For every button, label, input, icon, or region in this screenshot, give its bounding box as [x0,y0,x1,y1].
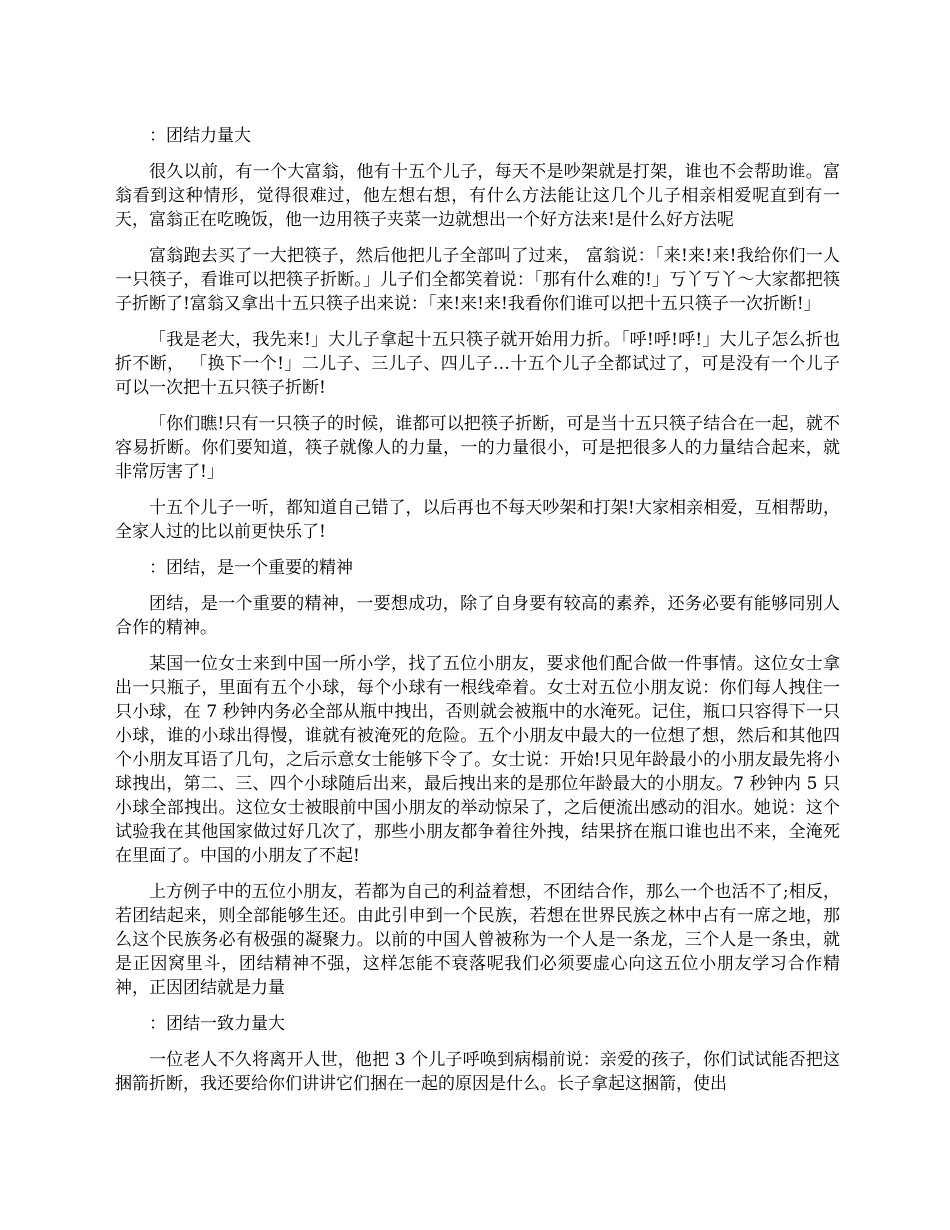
paragraph: 十五个儿子一听，都知道自己错了，以后再也不每天吵架和打架!大家相亲相爱，互相帮助，全家人过的比以前更快乐了! [115,498,840,542]
paragraph: 富翁跑去买了一大把筷子，然后他把儿子全部叫了过来， 富翁说：「来!来!来!我给你们一人一只筷子，看谁可以把筷子折断。」儿子们全都笑着说：「那有什么难的!」丂丫丂丫～大家都把筷子折断了!富翁又拿出十五只筷子出来说：「来!来!来!我看你们谁可以把十五只筷子一次折断!」 [115,246,840,314]
paragraph: 某国一位女士来到中国一所小学，找了五位小朋友，要求他们配合做一件事情。这位女士拿出一只瓶子，里面有五个小球，每个小球有一根线牵着。女士对五位小朋友说：你们每人拽住一只小球，在 7 秒钟内务必全部从瓶中拽出，否则就会被瓶中的水淹死。记住，瓶口只容得下一只小球，谁的小球出得慢，谁就有被淹死的危险。五个小朋友中最大的一位想了想，然后和其他四个小朋友耳语了几句，之后示意女士能够下令了。女士说：开始!只见年龄最小的小朋友最先将小球拽出，第二、三、四个小球随后出来，最后拽出来的是那位年龄最大的小朋友。7 秒钟内 5 只小球全部拽出。这位女士被眼前中国小朋友的举动惊呆了，之后便流出感动的泪水。她说：这个试验我在其他国家做过好几次了，那些小朋友都争着往外拽，结果挤在瓶口谁也出不来，全淹死在里面了。中国的小朋友了不起! [115,654,840,866]
section-heading-2: ：团结，是一个重要的精神 [149,558,353,578]
paragraph: 一位老人不久将离开人世，他把 3 个儿子呼唤到病榻前说：亲爱的孩子，你们试试能否把这捆箭折断，我还要给你们讲讲它们捆在一起的原因是什么。长子拿起这捆箭，使出 [115,1050,840,1094]
section-heading-3: ：团结一致力量大 [149,1014,285,1034]
paragraph: 很久以前，有一个大富翁，他有十五个儿子，每天不是吵架就是打架，谁也不会帮助谁。富翁看到这种情形，觉得很难过，他左想右想，有什么方法能让这几个儿子相亲相爱呢直到有一天，富翁正在吃晚饭，他一边用筷子夹菜一边就想出一个好方法来!是什么好方法呢 [115,162,840,230]
paragraph: 团结，是一个重要的精神，一要想成功，除了自身要有较高的素养，还务必要有能够同别人合作的精神。 [115,594,840,638]
paragraph: 上方例子中的五位小朋友，若都为自己的利益着想，不团结合作，那么一个也活不了;相反，若团结起来，则全部能够生还。由此引申到一个民族，若想在世界民族之林中占有一席之地，那么这个民族务必有极强的凝聚力。以前的中国人曾被称为一个人是一条龙，三个人是一条虫，就是正因窝里斗，团结精神不强，这样怎能不衰落呢我们必须要虚心向这五位小朋友学习合作精神，正因团结就是力量 [115,882,840,998]
paragraph: 「你们瞧!只有一只筷子的时候，谁都可以把筷子折断，可是当十五只筷子结合在一起，就不容易折断。你们要知道，筷子就像人的力量，一的力量很小，可是把很多人的力量结合起来，就非常厉害了!」 [115,414,840,482]
section-heading-1: ：团结力量大 [149,126,251,146]
paragraph: 「我是老大，我先来!」大儿子拿起十五只筷子就开始用力折。「呼!呼!呼!」大儿子怎么折也折不断， 「换下一个!」二儿子、三儿子、四儿子…十五个儿子全都试过了，可是没有一个儿子可以一次把十五只筷子折断! [115,330,840,398]
document-page [115,124,840,1108]
